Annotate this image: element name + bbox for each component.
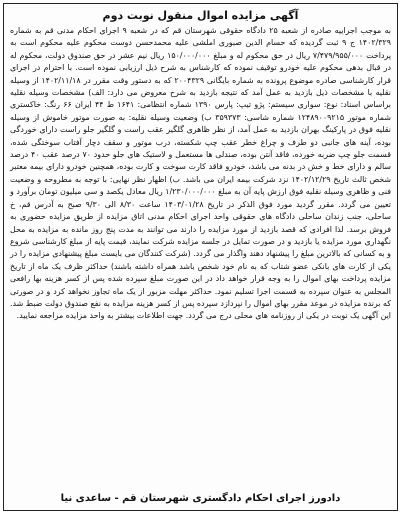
auction-notice [3, 3, 398, 511]
notice-title: آگهی مزایده اموال منقول نوبت دوم [102, 9, 299, 22]
notice-body: به موجب اجراییه صادره از شعبه ۲۵ دادگاه حقوقی شهرستان قم که در شعبه ۹ اجرای احکام مدنی قم به شماره ۱۴۰۲/۳۲۹ ج ۹ ثبت گردیده که حسام الدین صبوری املشی علیه محمدحسن دوست محکوم علیه محکوم است به پرداخت ۷/۴۷۹/۹۵۵/۰۰۰ ریال در حق محکوم له و مبلغ ۱۵۰/۰۰۰/۰۰۰ ریال نیم عشر در حق صندوق دولت، محکوم له در قبال بدهی محکوم علیه خودرو توقیف نموده که کارشناس به شرح ذیل ارزیابی نموده است. با احترام در اجرای قرار کارشناسی صادره موضوع پرونده به شماره بایگانی ۲۰۰۴۳۲۹ که به دستور وقت مقرر در ۱۴۰۲/۱۱/۱۸ از وسیله نقلیه با مشخصات ذیل بازدید به عمل آمد که نتیجه بازدید به شرح معروض می دارد: الف) مشخصات وسیله نقلیه براساس اسناد: نوع: سواری سیستم: پژو تیپ: پارس ۱۳۹۰ شماره انتظامی: ۱۶۴۱ ط ۴۴ ایران ۶۶ رنگ: خاکستری شماره موتور ۱۲۴۸۹۰۰۹۲۱۵ شماره شاسی: ۳۵۹۳۷۳ ب) وضعیت وسیله نقلیه: به صورت موتور خاموش از وسیله نقلیه فوق در پارکینگ بهران بازدید به عمل آمد، از نظر ظاهری گلگیر عقب راست و گلگیر جلو راست دارای خوردگی بوده، آینه های جانبی دو طرف و چراغ خطر عقب چپ شکسته، درب موتور و سقف دچار آفتاب سوختگی شده، قسمت جلو چپ ضربه خورده، فاقد آنتن بوده، صندلی ها مستعمل و لاستیک های جلو حدود ۷۰ درصد عقب ۴۰ درصد سالم و دارای خط و خش در بدنه می باشد، خودرو فاقد کارت سوخت و کارت بوده، همچنین خودرو دارای بیمه معتبر شخص ثالث تاریخ ۱۴۰۲/۱۲/۲۹ نزد شرکت بیمه ایران می باشد. ب) اظهار نظر نهایی: با توجه به مطروحه و وضعیت فنی و ظاهری وسیله نقلیه فوق ارزش پایه آن به مبلغ ۱/۲۳۰/۰۰۰/۰۰۰ ریال معادل یکصد و سی میلیون تومان برآورد و تعیین می گردد. مقرر گردید مورد فوق الذکر در تاریخ ۱۴۰۳/۰۱/۲۸ ساعت ۸/۳۰ الی ۹/۳۰ صبح به آدرس قم، خ ساحلی، جنب زندان ساحلی دادگاه های حقوقی واحد اجرای احکام مدنی اتاق مزایده از طریق مزایده حضوری به فروش برسد. لذا افرادی که قصد بازدید از مورد مزایده را دارند می توانند به مدت پنج روز مانده به مزایده به محل نگهداری مورد مزایده یا بازدید و در صورت تمایل در جلسه مزایده شرکت نمایند، قیمت پایه از مبلغ کارشناسی شروع و به کسانی که بالاترین مبلغ را پیشنهاد دهند واگذار می گردد. (شرکت کنندگان می بایست مبلغ پیشنهادی مزایده را در یکی از کارت های بانکی عضو شتاب که به نام خود شخص باشد همراه داشته باشند) حداکثر ظرف یک ماه از تاریخ مزایده پرداخت بهای اموال را به وجه قرار خواهد داد در این صورت مبلغ سپرده شده پس از کسر هزینه بها رافعی المجلس به عنوان سپرده به قسمت اجرا تسلیم نمود. حداکثر مهلت مزبور از یک ماه تجاوز نخواهد کرد و در صورتی که برنده مزایده در موعد مقرر بهای اموال را نپردازد سپرده پس از کسر هزینه مزایده به نفع صندوق دولت ضبط شد. این آگهی یک نوبت در یکی از روزنامه های محلی درج می گردد. جهت اطلاعات بیشتر به واحد مزایده مراجعه نمایید. [10, 26, 392, 321]
notice-signature: دادورز اجرای احکام دادگستری شهرستان قم - ساعدی نیا [60, 493, 341, 504]
